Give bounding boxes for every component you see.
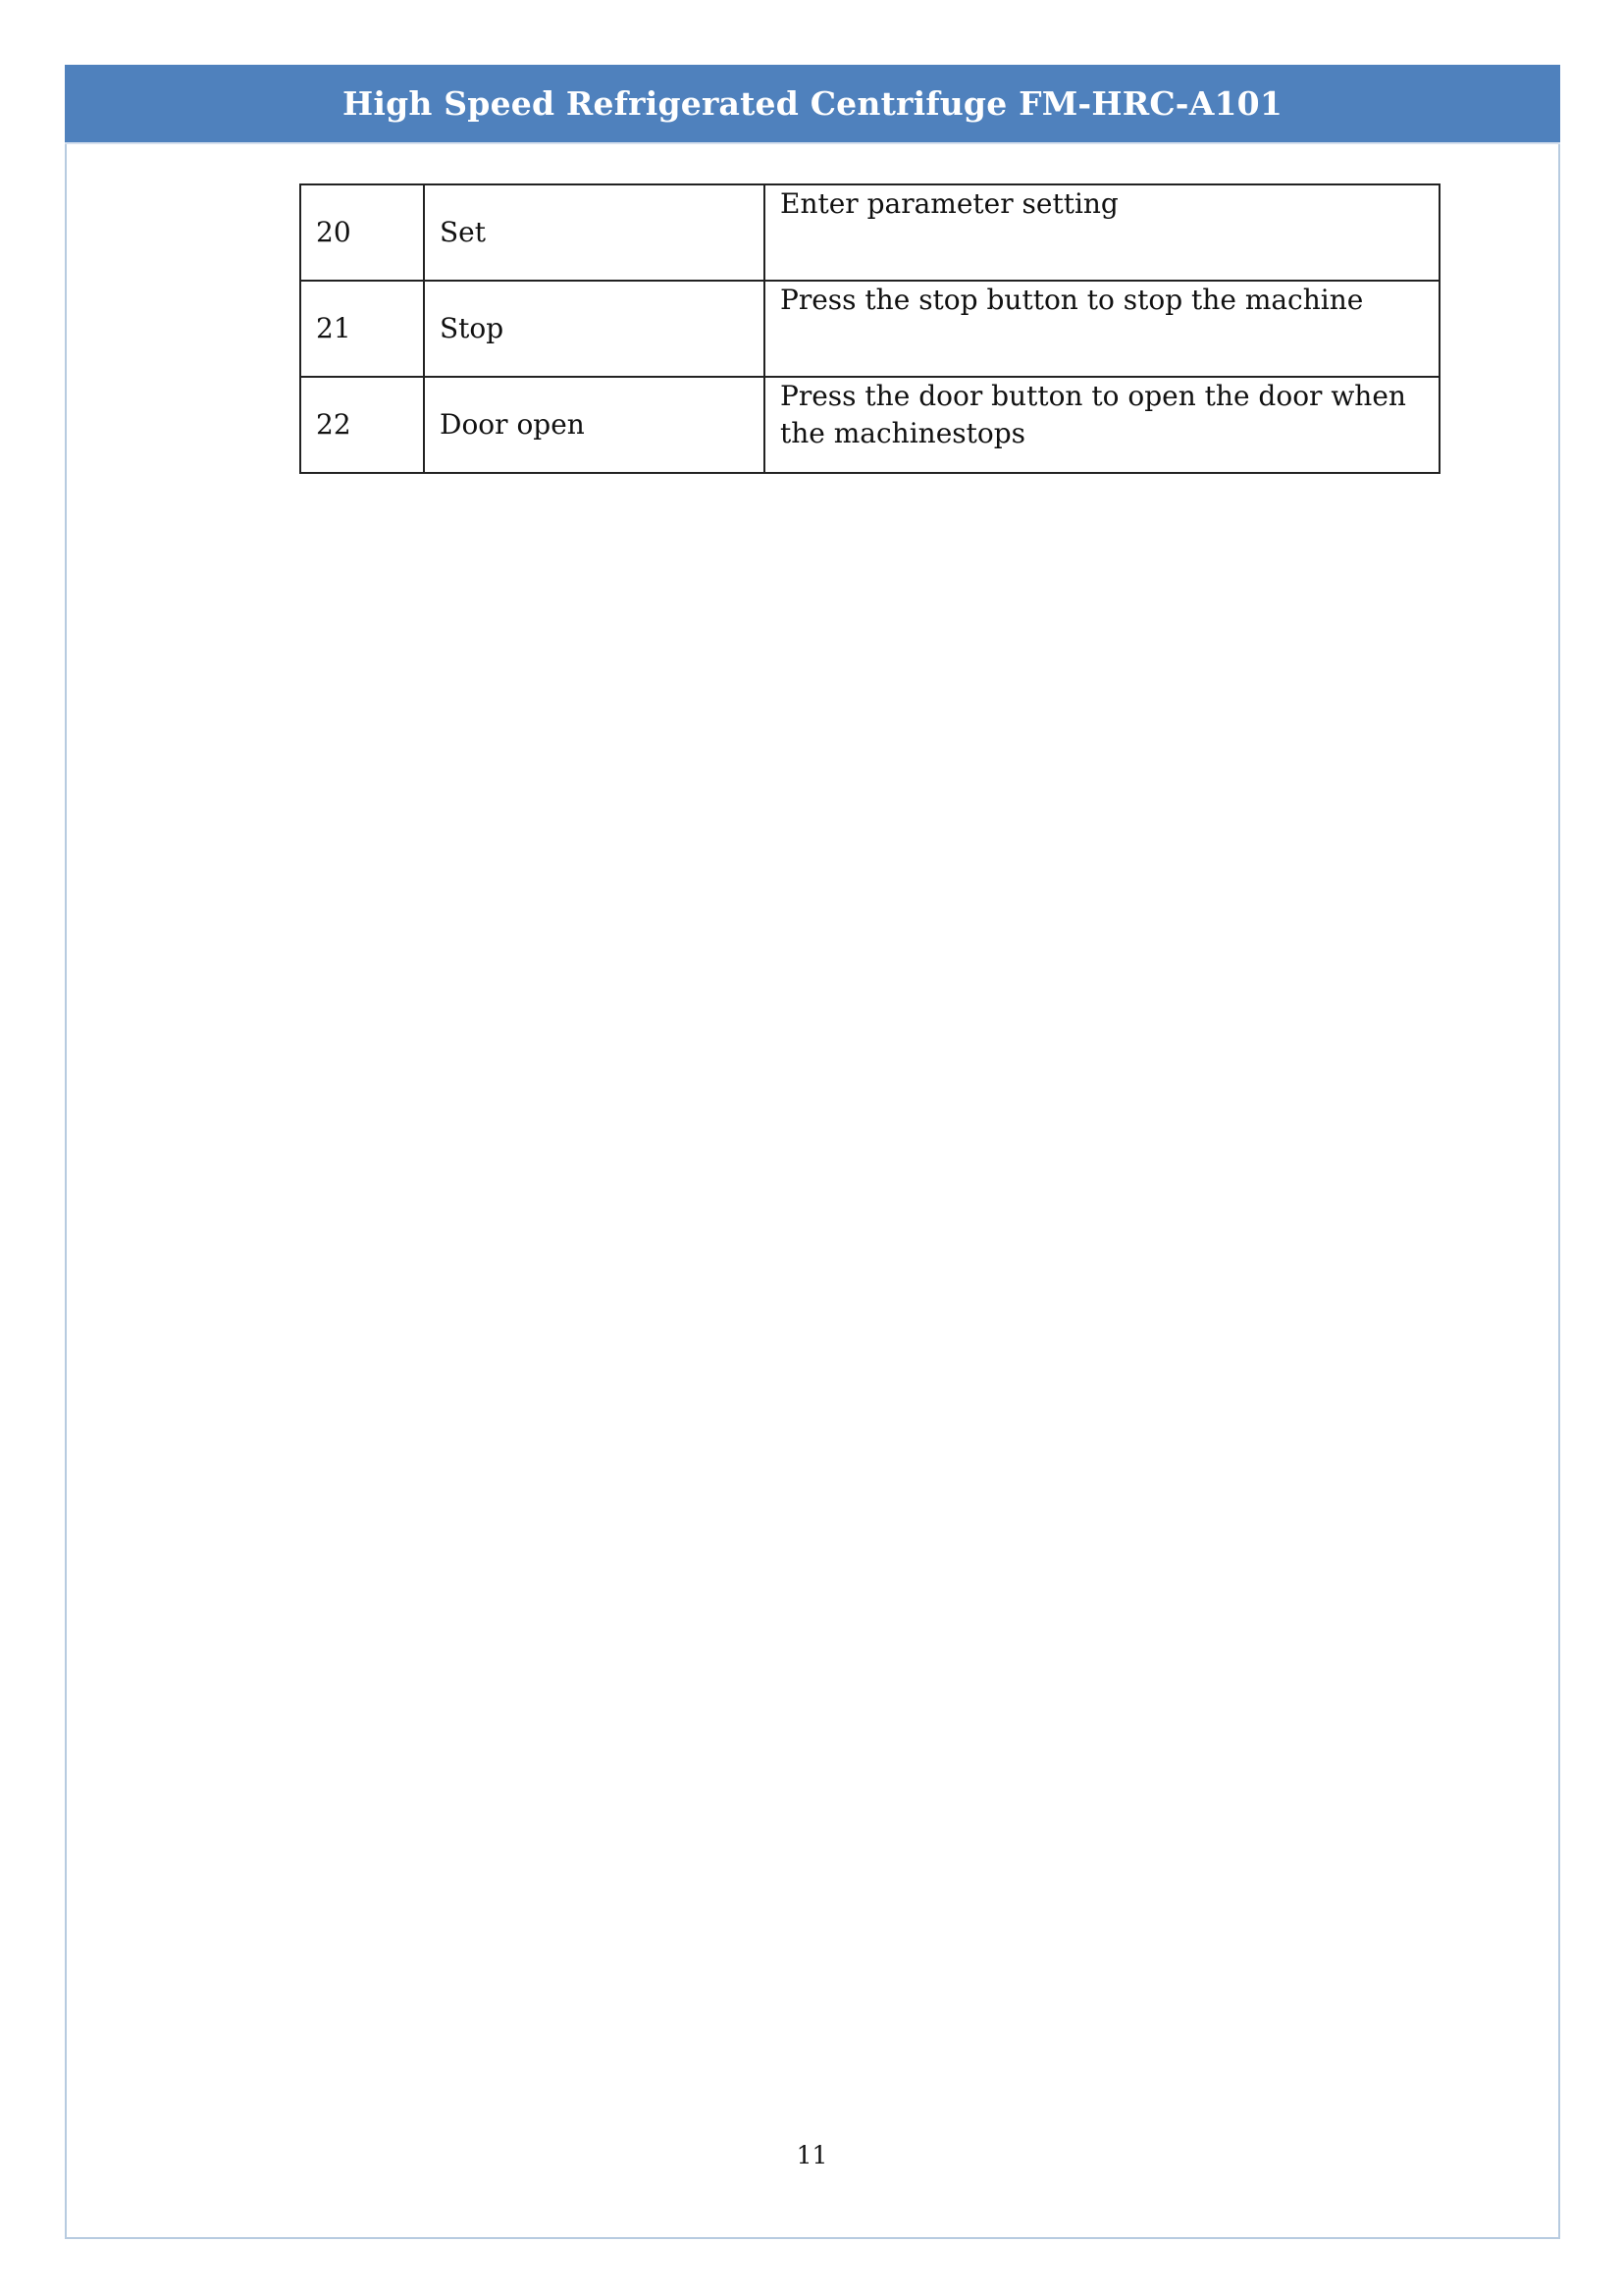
row-name: Set — [424, 184, 764, 281]
table-row — [300, 377, 1440, 473]
row-description: Enter parameter setting — [764, 184, 1440, 281]
row-number: 22 — [300, 377, 424, 473]
row-number: 21 — [300, 281, 424, 377]
document-title: High Speed Refrigerated Centrifuge FM-HRC-A101 — [342, 84, 1283, 123]
table-row — [300, 184, 1440, 281]
row-name: Door open — [424, 377, 764, 473]
page-number: 11 — [796, 2141, 828, 2169]
header-bar — [65, 65, 1560, 144]
row-description: Press the door button to open the door when the machinestops — [764, 377, 1440, 473]
row-number: 20 — [300, 184, 424, 281]
button-function-table — [299, 183, 1441, 474]
table-row — [300, 281, 1440, 377]
row-description: Press the stop button to stop the machine — [764, 281, 1440, 377]
row-name: Stop — [424, 281, 764, 377]
